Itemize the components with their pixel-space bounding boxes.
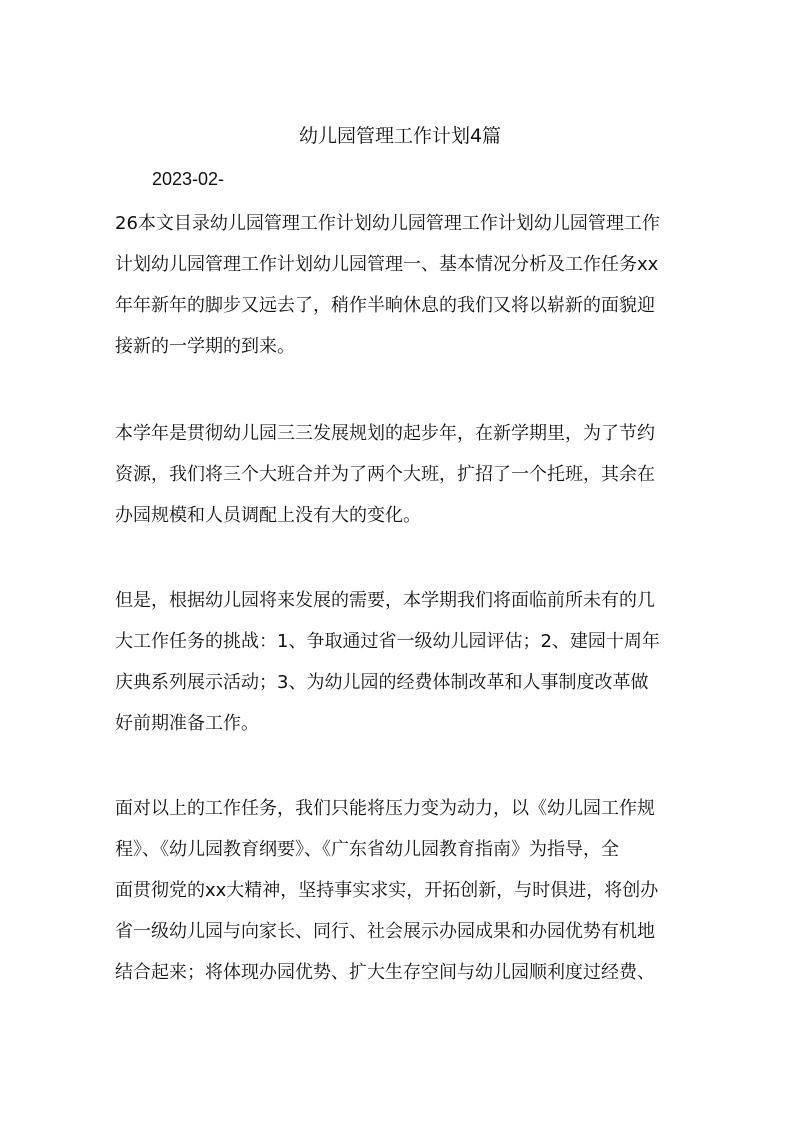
document-date: 2023-02-	[152, 169, 225, 189]
paragraph-line: 程》、《幼儿园教育纲要》、《广东省幼儿园教育指南》为指导，全	[115, 839, 619, 860]
paragraph-line: 结合起来；将体现办园优势、扩大生存空间与幼儿园顺利度过经费、	[115, 962, 655, 983]
paragraph-line: 办园规模和人员调配上没有大的变化。	[115, 505, 421, 526]
paragraph-line: 本学年是贯彻幼儿园三三发展规划的起步年，在新学期里，为了节约	[115, 423, 655, 444]
paragraph-line: 但是，根据幼儿园将来发展的需要，本学期我们将面临前所未有的几	[115, 590, 655, 611]
paragraph-line: 大工作任务的挑战：1、争取通过省一级幼儿园评估；2、建园十周年	[115, 631, 660, 652]
paragraph-line: 年年新年的脚步又远去了，稍作半晌休息的我们又将以崭新的面貌迎	[115, 295, 655, 316]
paragraph-line: 面对以上的工作任务，我们只能将压力变为动力，以《幼儿园工作规	[115, 798, 655, 819]
paragraph-guidance	[115, 788, 690, 993]
paragraph-line: 好前期准备工作。	[115, 713, 259, 734]
paragraph-line: 26本文目录幼儿园管理工作计划幼儿园管理工作计划幼儿园管理工作	[115, 213, 660, 234]
paragraph-line: 计划幼儿园管理工作计划幼儿园管理一、基本情况分析及工作任务xx	[115, 254, 659, 275]
paragraph-line: 省一级幼儿园与向家长、同行、社会展示办园成果和办园优势有机地	[115, 921, 655, 942]
paragraph-line: 接新的一学期的到来。	[115, 336, 295, 357]
paragraph-challenges	[115, 580, 690, 744]
paragraph-resources	[115, 413, 690, 536]
paragraph-line: 庆典系列展示活动；3、为幼儿园的经费体制改革和人事制度改革做	[115, 672, 649, 693]
document-title: 幼儿园管理工作计划4篇	[298, 125, 502, 147]
paragraph-line: 资源，我们将三个大班合并为了两个大班，扩招了一个托班，其余在	[115, 464, 655, 485]
paragraph-line: 面贯彻党的xx大精神，坚持事实求实，开拓创新，与时俱进，将创办	[115, 880, 659, 901]
paragraph-intro	[115, 203, 690, 367]
